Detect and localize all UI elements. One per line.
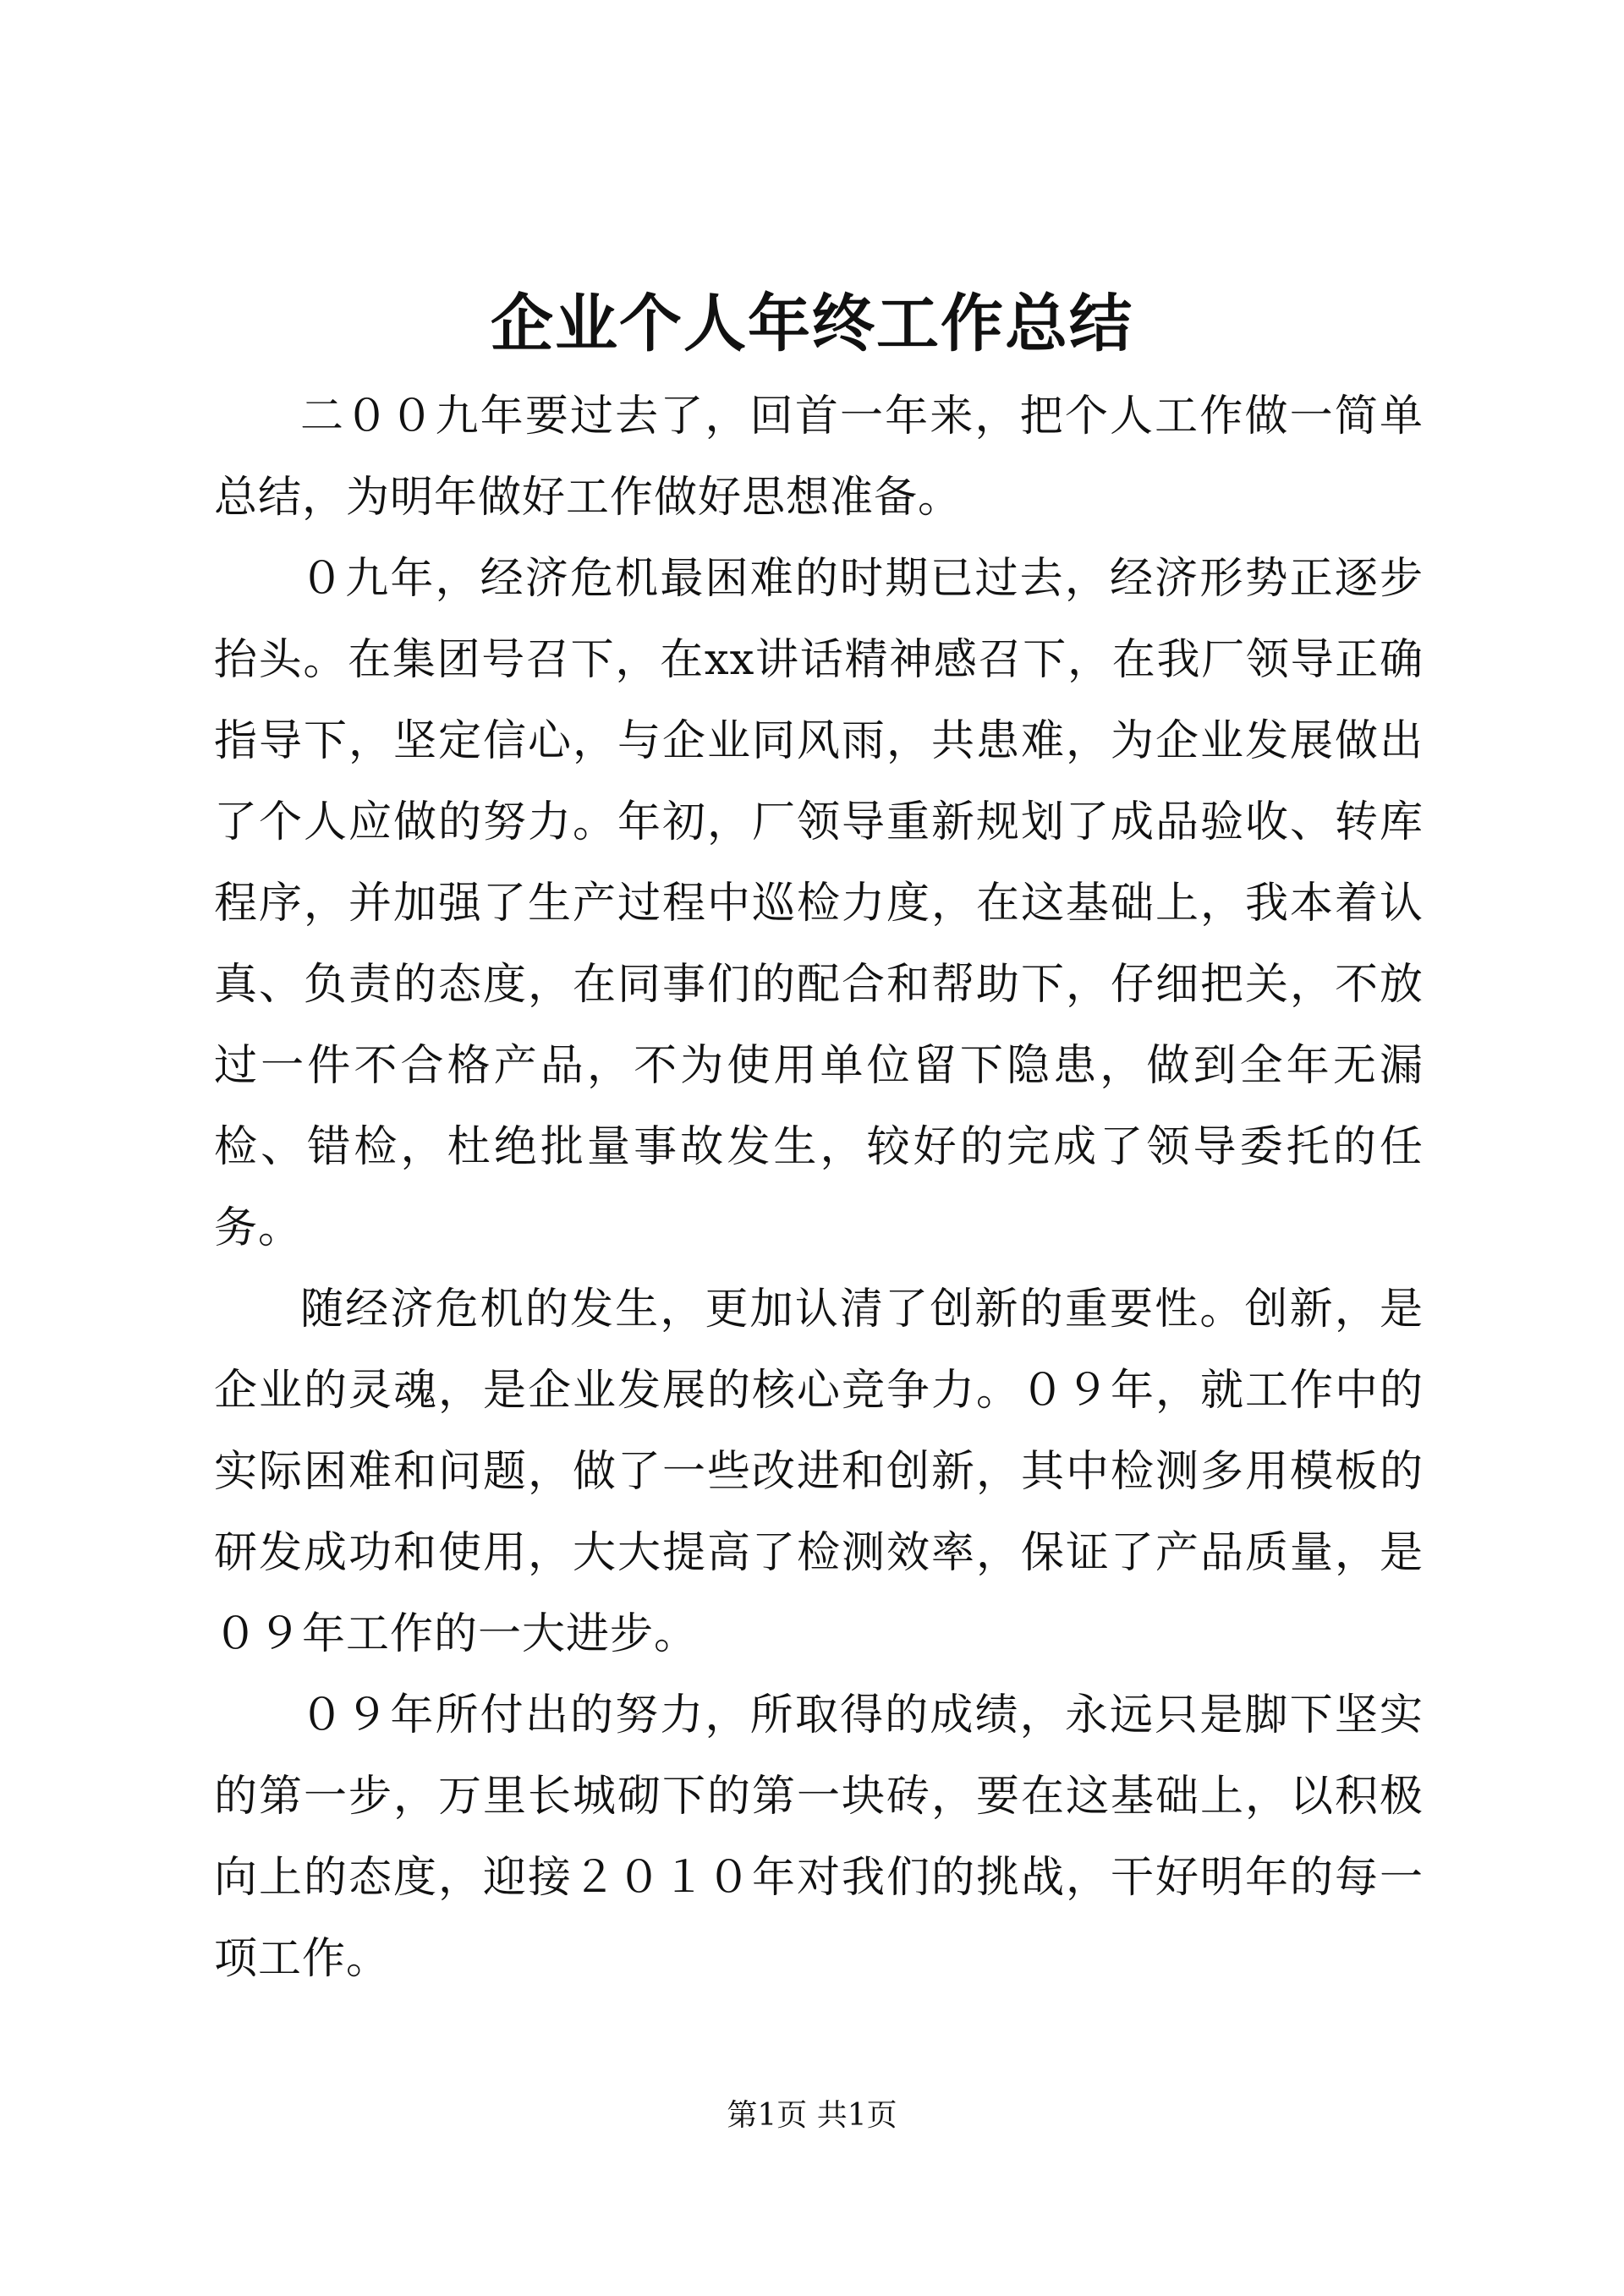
paragraph-intro: 二００九年要过去了，回首一年来，把个人工作做一简单总结，为明年做好工作做好思想准备。 <box>214 392 1424 523</box>
paragraph-innovation: 随经济危机的发生，更加认清了创新的重要性。创新，是企业的灵魂，是企业发展的核心竞争力。０９年，就工作中的实际困难和问题，做了一些改进和创新，其中检测多用模板的研发成功和使用，大大提高了检测效率，保证了产品质量，是０９年工作的一大进步。 <box>214 1285 1424 1659</box>
paragraph-work-review: ０九年，经济危机最困难的时期已过去，经济形势正逐步抬头。在集团号召下，在xx讲话精神感召下，在我厂领导正确指导下，坚定信心，与企业同风雨，共患难，为企业发展做出了个人应做的努力。年初，厂领导重新规划了成品验收、转库程序，并加强了生产过程中巡检力度，在这基础上，我本着认真、负责的态度，在同事们的配合和帮助下，仔细把关，不放过一件不合格产品，不为使用单位留下隐患，做到全年无漏检、错检，杜绝批量事故发生，较好的完成了领导委托的任务。 <box>214 554 1424 1253</box>
page-footer: 第1页 共1页 <box>727 2098 897 2133</box>
document-title: 企业个人年终工作总结 <box>491 288 1133 360</box>
paragraph-outlook: ０９年所付出的努力，所取得的成绩，永远只是脚下坚实的第一步，万里长城砌下的第一块砖，要在这基础上，以积极向上的态度，迎接２０１０年对我们的挑战，干好明年的每一项工作。 <box>214 1690 1424 1984</box>
document-body <box>214 376 1424 2000</box>
